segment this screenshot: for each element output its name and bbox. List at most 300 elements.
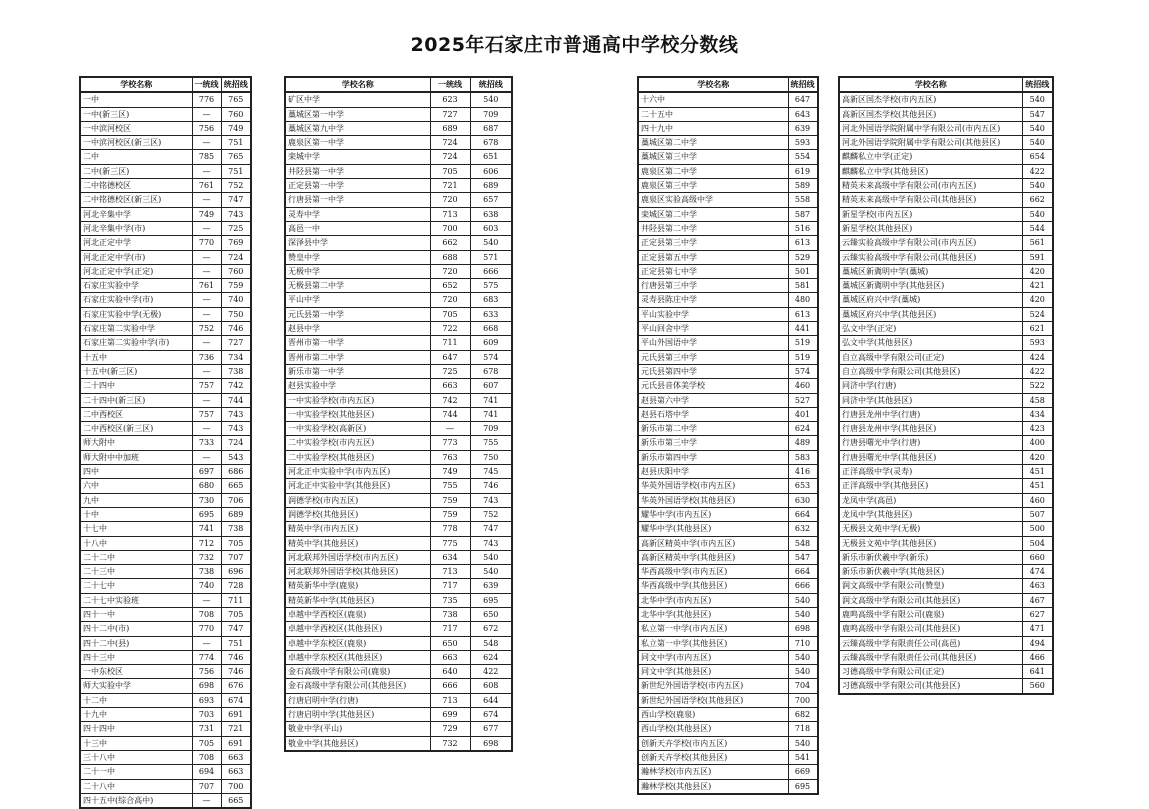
school-name-cell: 行唐县龙州中学(其他县区) (839, 422, 1022, 436)
school-name-cell: 润文高级中学有限公司(其他县区) (839, 593, 1022, 607)
header-school-name: 学校名称 (80, 77, 192, 92)
tongzhao-score-cell: 613 (788, 236, 818, 250)
tongzhao-score-cell: 666 (470, 264, 512, 278)
table-row (285, 179, 512, 193)
tongzhao-score-cell: 420 (1022, 450, 1053, 464)
tongzhao-score-cell: 547 (788, 550, 818, 564)
tongzhao-score-cell: 741 (470, 393, 512, 407)
school-name-cell: 石家庄第二实验中学 (80, 322, 192, 336)
school-name-cell: 二中铭德校区(新三区) (80, 193, 192, 207)
tongyi-score-cell: 705 (192, 736, 221, 750)
tongyi-score-cell: 700 (430, 221, 470, 235)
tongyi-score-cell: 623 (430, 92, 470, 107)
table-row (638, 407, 818, 421)
school-name-cell: 高新区精英中学(其他县区) (638, 550, 788, 564)
school-name-cell: 元氏县第一中学 (285, 307, 430, 321)
tongyi-score-cell: 729 (430, 722, 470, 736)
tongzhao-score-cell: 746 (470, 479, 512, 493)
tongyi-score-cell: — (192, 107, 221, 121)
tongzhao-score-cell: 747 (221, 622, 251, 636)
table-row (285, 622, 512, 636)
tongzhao-score-cell: 743 (470, 493, 512, 507)
table-row (638, 221, 818, 235)
school-name-cell: 石家庄实验中学(无极) (80, 307, 192, 321)
school-name-cell: 鹿鸣高级中学有限公司(鹿泉) (839, 607, 1022, 621)
tongzhao-score-cell: 519 (788, 350, 818, 364)
table-header-row (839, 77, 1053, 92)
tongyi-score-cell: 705 (430, 164, 470, 178)
table-row (839, 522, 1053, 536)
tongzhao-score-cell: 633 (470, 307, 512, 321)
tongyi-score-cell: 752 (192, 322, 221, 336)
school-name-cell: 同文中学(市内五区) (638, 650, 788, 664)
table-row (285, 522, 512, 536)
table-row (638, 607, 818, 621)
header-tongyi: 一统线 (430, 77, 470, 92)
tongzhao-score-cell: 696 (221, 565, 251, 579)
tongzhao-score-cell: 751 (221, 164, 251, 178)
school-name-cell: 晋州市第一中学 (285, 336, 430, 350)
table-row (638, 779, 818, 794)
tongyi-score-cell: — (192, 636, 221, 650)
table-row (638, 293, 818, 307)
tongyi-score-cell: — (192, 307, 221, 321)
tongzhao-score-cell: 747 (221, 193, 251, 207)
school-name-cell: 云臻高级中学有限责任公司(高邑) (839, 636, 1022, 650)
table-row (285, 708, 512, 722)
table-row (80, 92, 251, 107)
tongzhao-score-cell: 529 (788, 250, 818, 264)
school-name-cell: 平山外国语中学 (638, 336, 788, 350)
tongzhao-score-cell: 632 (788, 522, 818, 536)
table-row (638, 379, 818, 393)
tongyi-score-cell: 740 (192, 579, 221, 593)
school-name-cell: 深泽县中学 (285, 236, 430, 250)
school-name-cell: 栾城中学 (285, 150, 430, 164)
school-name-cell: 二十八中 (80, 779, 192, 793)
school-name-cell: 习德高级中学有限公司(其他县区) (839, 679, 1022, 694)
tongzhao-score-cell: 760 (221, 107, 251, 121)
tongyi-score-cell: 697 (192, 465, 221, 479)
school-name-cell: 二十一中 (80, 765, 192, 779)
table-row (80, 722, 251, 736)
table-row (80, 264, 251, 278)
table-row (638, 665, 818, 679)
table-row (80, 393, 251, 407)
tongyi-score-cell: 727 (430, 107, 470, 121)
school-name-cell: 十八中 (80, 536, 192, 550)
tongzhao-score-cell: 678 (470, 364, 512, 378)
tongzhao-score-cell: 683 (470, 293, 512, 307)
tongzhao-score-cell: 540 (788, 736, 818, 750)
tongzhao-score-cell: 662 (1022, 193, 1053, 207)
header-tongzhao: 统招线 (221, 77, 251, 92)
tongyi-score-cell: 733 (192, 436, 221, 450)
tongzhao-score-cell: 630 (788, 493, 818, 507)
tongzhao-score-cell: 707 (221, 550, 251, 564)
school-name-cell: 四十九中 (638, 121, 788, 135)
tongzhao-score-cell: 746 (221, 322, 251, 336)
school-name-cell: 正定县第七中学 (638, 264, 788, 278)
school-name-cell: 二中实验学校(其他县区) (285, 450, 430, 464)
table-row (285, 136, 512, 150)
table-row (839, 422, 1053, 436)
tongzhao-score-cell: 494 (1022, 636, 1053, 650)
school-name-cell: 二十四中(新三区) (80, 393, 192, 407)
school-name-cell: 卓越中学西校区(其他县区) (285, 622, 430, 636)
table-row (839, 450, 1053, 464)
table-row (638, 364, 818, 378)
school-name-cell: 华西高级中学(其他县区) (638, 579, 788, 593)
school-name-cell: 十中 (80, 507, 192, 521)
school-name-cell: 新星学校(其他县区) (839, 221, 1022, 235)
tongyi-score-cell: 698 (192, 679, 221, 693)
school-name-cell: 鹿泉区第三中学 (638, 179, 788, 193)
table-row (285, 593, 512, 607)
tongzhao-score-cell: 489 (788, 436, 818, 450)
tongzhao-score-cell: 463 (1022, 579, 1053, 593)
tongzhao-score-cell: 558 (788, 193, 818, 207)
header-tongyi: 一统线 (192, 77, 221, 92)
school-name-cell: 河北正定中学 (80, 236, 192, 250)
tongzhao-score-cell: 765 (221, 92, 251, 107)
table-row (80, 236, 251, 250)
tongzhao-score-cell: 624 (470, 650, 512, 664)
school-name-cell: 藁城区第三中学 (638, 150, 788, 164)
school-name-cell: 新乐市第三中学 (638, 436, 788, 450)
tongzhao-score-cell: 751 (221, 636, 251, 650)
tongzhao-score-cell: 583 (788, 450, 818, 464)
table-row (80, 465, 251, 479)
school-name-cell: 高新区国杰学校(其他县区) (839, 107, 1022, 121)
table-row (80, 736, 251, 750)
tongzhao-score-cell: 467 (1022, 593, 1053, 607)
tongzhao-score-cell: 544 (1022, 221, 1053, 235)
table-row (638, 736, 818, 750)
school-name-cell: 无极县文苑中学(其他县区) (839, 536, 1022, 550)
tongyi-score-cell: 708 (192, 607, 221, 621)
school-name-cell: 龙凤中学(其他县区) (839, 507, 1022, 521)
school-name-cell: 新乐市新伏羲中学(其他县区) (839, 565, 1022, 579)
school-name-cell: 四中 (80, 465, 192, 479)
tongzhao-score-cell: 752 (470, 507, 512, 521)
tongzhao-score-cell: 706 (221, 493, 251, 507)
tongyi-score-cell: — (430, 422, 470, 436)
tongzhao-score-cell: 571 (470, 250, 512, 264)
tongyi-score-cell: 705 (430, 307, 470, 321)
tongzhao-score-cell: 755 (470, 436, 512, 450)
school-name-cell: 同济中学(其他县区) (839, 393, 1022, 407)
table-row (80, 422, 251, 436)
table-row (80, 279, 251, 293)
school-name-cell: 正洋高级中学(其他县区) (839, 479, 1022, 493)
tongyi-score-cell: 756 (192, 665, 221, 679)
tongzhao-score-cell: 460 (788, 379, 818, 393)
tongzhao-score-cell: 540 (470, 550, 512, 564)
table-row (285, 279, 512, 293)
table-row (638, 150, 818, 164)
tongzhao-score-cell: 718 (788, 722, 818, 736)
school-name-cell: 金石高级中学有限公司(其他县区) (285, 679, 430, 693)
table-row (638, 579, 818, 593)
table-row (285, 164, 512, 178)
table-header-row (285, 77, 512, 92)
table-row (638, 436, 818, 450)
table-row (285, 293, 512, 307)
tongzhao-score-cell: 522 (1022, 379, 1053, 393)
tongzhao-score-cell: 666 (788, 579, 818, 593)
tongzhao-score-cell: 540 (788, 607, 818, 621)
school-name-cell: 瀚林学校(其他县区) (638, 779, 788, 794)
tongyi-score-cell: — (192, 422, 221, 436)
table-row (839, 336, 1053, 350)
tongzhao-score-cell: 507 (1022, 507, 1053, 521)
school-name-cell: 河北外国语学院附属中学有限公司(其他县区) (839, 136, 1022, 150)
tongzhao-score-cell: 434 (1022, 407, 1053, 421)
table-row (80, 607, 251, 621)
table-row (638, 722, 818, 736)
table-row (80, 136, 251, 150)
tongzhao-score-cell: 400 (1022, 436, 1053, 450)
tongyi-score-cell: 717 (430, 622, 470, 636)
table-row (285, 465, 512, 479)
table-row (285, 92, 512, 107)
table-row (638, 565, 818, 579)
school-name-cell: 自立高级中学有限公司(其他县区) (839, 364, 1022, 378)
table-row (839, 250, 1053, 264)
school-name-cell: 河北正定中学(市) (80, 250, 192, 264)
tongyi-score-cell: — (192, 164, 221, 178)
table-row (80, 350, 251, 364)
school-name-cell: 弘文中学(其他县区) (839, 336, 1022, 350)
school-name-cell: 高邑一中 (285, 221, 430, 235)
school-name-cell: 正定县第五中学 (638, 250, 788, 264)
school-name-cell: 河北联邦外国语学校(市内五区) (285, 550, 430, 564)
tongzhao-score-cell: 665 (221, 793, 251, 808)
table-row (839, 679, 1053, 694)
tongzhao-score-cell: 650 (470, 607, 512, 621)
table-row (839, 665, 1053, 679)
tongzhao-score-cell: 603 (470, 221, 512, 235)
score-table-4 (838, 76, 1054, 695)
tongzhao-score-cell: 663 (221, 750, 251, 764)
school-name-cell: 瀚林学校(市内五区) (638, 765, 788, 779)
tongzhao-score-cell: 743 (221, 422, 251, 436)
table-row (80, 364, 251, 378)
tongzhao-score-cell: 519 (788, 336, 818, 350)
tongzhao-score-cell: 474 (1022, 565, 1053, 579)
table-row (638, 708, 818, 722)
table-row (638, 522, 818, 536)
tongzhao-score-cell: 624 (788, 422, 818, 436)
table-row (839, 107, 1053, 121)
tongyi-score-cell: 693 (192, 693, 221, 707)
table-row (285, 336, 512, 350)
tongzhao-score-cell: 540 (1022, 179, 1053, 193)
school-name-cell: 赵县实验中学 (285, 379, 430, 393)
school-name-cell: 四十三中 (80, 650, 192, 664)
tongzhao-score-cell: 743 (470, 536, 512, 550)
school-name-cell: 润德学校(市内五区) (285, 493, 430, 507)
school-name-cell: 麒麟私立中学(其他县区) (839, 164, 1022, 178)
school-name-cell: 西山学校(其他县区) (638, 722, 788, 736)
table-row (638, 92, 818, 107)
school-name-cell: 行唐县曙光中学(行唐) (839, 436, 1022, 450)
tongyi-score-cell: 694 (192, 765, 221, 779)
school-name-cell: 十六中 (638, 92, 788, 107)
table-row (285, 221, 512, 235)
tongzhao-score-cell: 540 (470, 236, 512, 250)
tongzhao-score-cell: 747 (470, 522, 512, 536)
tongzhao-score-cell: 639 (788, 121, 818, 135)
school-name-cell: 藁城区新冀明中学(藁城) (839, 264, 1022, 278)
tongzhao-score-cell: 744 (221, 393, 251, 407)
table-row (638, 507, 818, 521)
table-row (638, 536, 818, 550)
table-row (839, 379, 1053, 393)
table-row (80, 322, 251, 336)
school-name-cell: 河北正中实验中学(其他县区) (285, 479, 430, 493)
school-name-cell: 鹿泉区实验高级中学 (638, 193, 788, 207)
tongzhao-score-cell: 700 (221, 779, 251, 793)
tongzhao-score-cell: 760 (221, 264, 251, 278)
tongzhao-score-cell: 621 (1022, 322, 1053, 336)
school-name-cell: 赵县中学 (285, 322, 430, 336)
tongyi-score-cell: — (192, 393, 221, 407)
school-name-cell: 鹿鸣高级中学有限公司(其他县区) (839, 622, 1022, 636)
table-row (839, 164, 1053, 178)
school-name-cell: 精英新华中学(其他县区) (285, 593, 430, 607)
tongzhao-score-cell: 644 (470, 693, 512, 707)
school-name-cell: 赞皇中学 (285, 250, 430, 264)
school-name-cell: 华英外国语学校(市内五区) (638, 479, 788, 493)
page-title: 2025年石家庄市普通高中学校分数线 (410, 34, 739, 56)
table-row (80, 436, 251, 450)
tongyi-score-cell: — (192, 593, 221, 607)
table-row (839, 221, 1053, 235)
school-name-cell: 私立第一中学(其他县区) (638, 636, 788, 650)
school-name-cell: 耀华中学(其他县区) (638, 522, 788, 536)
tongyi-score-cell: 773 (430, 436, 470, 450)
school-name-cell: 井陉县第二中学 (638, 221, 788, 235)
tongzhao-score-cell: 639 (470, 579, 512, 593)
school-name-cell: 十九中 (80, 708, 192, 722)
table-row (638, 193, 818, 207)
tongyi-score-cell: 724 (430, 136, 470, 150)
table-row (80, 507, 251, 521)
school-name-cell: 藁城区府兴中学(藁城) (839, 293, 1022, 307)
school-name-cell: 一中实验学校(高新区) (285, 422, 430, 436)
table-row (638, 207, 818, 221)
table-row (80, 379, 251, 393)
tongzhao-score-cell: 759 (221, 279, 251, 293)
tongzhao-score-cell: 765 (221, 150, 251, 164)
tongzhao-score-cell: 674 (221, 693, 251, 707)
header-tongzhao: 统招线 (1022, 77, 1053, 92)
table-row (285, 322, 512, 336)
tongyi-score-cell: 720 (430, 293, 470, 307)
tongzhao-score-cell: 677 (470, 722, 512, 736)
tongyi-score-cell: 695 (192, 507, 221, 521)
tongzhao-score-cell: 664 (788, 565, 818, 579)
tongyi-score-cell: 703 (192, 708, 221, 722)
table-row (839, 579, 1053, 593)
school-name-cell: 行唐县曙光中学(其他县区) (839, 450, 1022, 464)
school-name-cell: 三十八中 (80, 750, 192, 764)
tongzhao-score-cell: 500 (1022, 522, 1053, 536)
tongzhao-score-cell: 421 (1022, 279, 1053, 293)
table-row (839, 536, 1053, 550)
tongzhao-score-cell: 401 (788, 407, 818, 421)
school-name-cell: 精英新华中学(鹿泉) (285, 579, 430, 593)
tongzhao-score-cell: 540 (1022, 136, 1053, 150)
tongzhao-score-cell: 561 (1022, 236, 1053, 250)
tongyi-score-cell: 688 (430, 250, 470, 264)
table-row (285, 550, 512, 564)
tongyi-score-cell: 757 (192, 379, 221, 393)
school-name-cell: 平山中学 (285, 293, 430, 307)
school-name-cell: 卓越中学东校区(鹿泉) (285, 636, 430, 650)
school-name-cell: 藁城区新冀明中学(其他县区) (839, 279, 1022, 293)
table-row (80, 193, 251, 207)
tongzhao-score-cell: 660 (1022, 550, 1053, 564)
table-row (285, 679, 512, 693)
school-name-cell: 华西高级中学(市内五区) (638, 565, 788, 579)
school-name-cell: 华英外国语学校(其他县区) (638, 493, 788, 507)
tongyi-score-cell: 708 (192, 750, 221, 764)
tongyi-score-cell: — (192, 193, 221, 207)
tongzhao-score-cell: 422 (470, 665, 512, 679)
tongyi-score-cell: — (192, 336, 221, 350)
tongzhao-score-cell: 589 (788, 179, 818, 193)
school-name-cell: 无极中学 (285, 264, 430, 278)
tongzhao-score-cell: 740 (221, 293, 251, 307)
tongzhao-score-cell: 691 (221, 736, 251, 750)
school-name-cell: 河北辛集中学 (80, 207, 192, 221)
table-row (80, 665, 251, 679)
tongzhao-score-cell: 743 (221, 407, 251, 421)
table-row (839, 393, 1053, 407)
school-name-cell: 十五中 (80, 350, 192, 364)
tongzhao-score-cell: 734 (221, 350, 251, 364)
tongzhao-score-cell: 709 (470, 422, 512, 436)
school-name-cell: 二十七中实验班 (80, 593, 192, 607)
school-name-cell: 平山实验中学 (638, 307, 788, 321)
tongzhao-score-cell: 606 (470, 164, 512, 178)
school-name-cell: 二中(新三区) (80, 164, 192, 178)
tongyi-score-cell: — (192, 364, 221, 378)
tongzhao-score-cell: 627 (1022, 607, 1053, 621)
tongzhao-score-cell: 745 (470, 465, 512, 479)
tongyi-score-cell: 774 (192, 650, 221, 664)
tongzhao-score-cell: 423 (1022, 422, 1053, 436)
tongzhao-score-cell: 451 (1022, 465, 1053, 479)
table-row (285, 407, 512, 421)
school-name-cell: 创新天卉学校(市内五区) (638, 736, 788, 750)
table-row (80, 650, 251, 664)
tongzhao-score-cell: 466 (1022, 650, 1053, 664)
tongyi-score-cell: 724 (430, 150, 470, 164)
school-name-cell: 北华中学(市内五区) (638, 593, 788, 607)
table-row (285, 650, 512, 664)
school-name-cell: 四十四中 (80, 722, 192, 736)
table-row (285, 579, 512, 593)
tongyi-score-cell: 770 (192, 236, 221, 250)
table-row (80, 164, 251, 178)
table-row (638, 493, 818, 507)
tongzhao-score-cell: 422 (1022, 164, 1053, 178)
tongzhao-score-cell: 664 (788, 507, 818, 521)
